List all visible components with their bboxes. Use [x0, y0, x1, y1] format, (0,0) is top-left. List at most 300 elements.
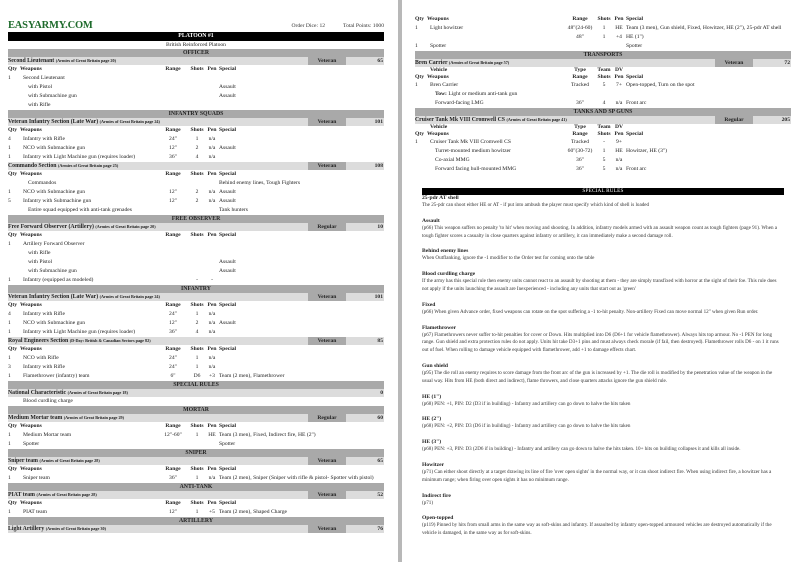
unit-header — [8, 525, 384, 533]
section-header: FREE OBSERVER — [8, 215, 384, 223]
col-special: Special — [219, 302, 237, 308]
special-cell — [625, 156, 791, 165]
special-rule — [422, 248, 784, 263]
unit-name — [8, 162, 308, 170]
unit-header — [8, 118, 384, 126]
weapon-name: Infantry with Light Machine gun (requires loader) — [23, 329, 136, 335]
weapon-row — [8, 431, 384, 440]
unit-points: 60 — [377, 415, 383, 421]
range-cell: 12" — [169, 145, 177, 151]
weapon-cell — [20, 276, 158, 285]
experience-badge: Regular — [715, 116, 753, 124]
weapon-row — [8, 372, 384, 381]
rule-description: (p67) Flamethrowers never suffer to-hit penalties for cover or Down. Hits multiplied into D6 (D6+1 for vehicle flamethrower). Always hits top armour. No -1 PEN for long range. Gun shield and extra protection rules do not apply. Units hit take D3+1 pins and must always check morale (if fail, then destroyed). Flamethrower rolls D6 - on 1 it runs out of fuel. When rolling to damage vehicle equipped with flamethrower, add +1 to damage effects chart. — [422, 331, 779, 354]
unit-name — [8, 118, 308, 126]
col-pen: Pen — [207, 302, 217, 308]
col-range: Range — [165, 232, 181, 238]
special-cell: Spotter — [219, 441, 236, 447]
weapon-row — [8, 92, 384, 101]
col-type: Type — [574, 124, 586, 130]
weapon-row — [8, 240, 384, 249]
unit-book-reference: (Armies of Great Britain page 25) — [57, 163, 119, 168]
weapon-cell — [427, 90, 565, 99]
pen-cell — [206, 101, 218, 110]
col-shots: Shots — [190, 66, 204, 72]
pen-cell — [206, 83, 218, 92]
weapon-row — [8, 508, 384, 517]
weapon-row — [8, 319, 384, 328]
weapon-cell — [20, 328, 158, 337]
column-header-row — [415, 15, 791, 24]
qty-cell: 4 — [8, 136, 11, 142]
col-weapons: Weapons — [20, 127, 42, 133]
col-special: Special — [219, 171, 237, 177]
weapon-row — [8, 197, 384, 206]
unit-title: Medium Mortar team — [8, 415, 63, 421]
range-cell: Tracked — [570, 139, 590, 145]
weapon-cell — [427, 81, 565, 90]
unit-header — [8, 337, 384, 345]
qty-cell — [8, 92, 20, 101]
special-cell — [218, 363, 384, 372]
rule-title: Gun shield — [422, 362, 448, 369]
special-rule — [422, 493, 784, 508]
weapon-cell — [20, 354, 158, 363]
column-header-row — [8, 465, 384, 474]
range-cell — [565, 90, 595, 99]
weapon-name: with Rifle — [28, 102, 51, 108]
unit-points: 205 — [781, 117, 790, 123]
weapon-name: Infantry with Light Machine gun (requires loader) — [23, 154, 136, 160]
pen-cell — [206, 206, 218, 215]
col-qty: Qty — [8, 232, 18, 238]
qty-cell: 1 — [8, 475, 11, 481]
unit-header — [8, 162, 384, 170]
weapon-name: with Pistol — [28, 84, 53, 90]
weapon-name: Infantry with Submachine gun — [23, 198, 92, 204]
experience-badge: Veteran — [308, 525, 346, 533]
qty-cell: 1 — [8, 329, 11, 335]
page-header — [8, 19, 384, 31]
col-vehicle: Vehicle — [430, 67, 448, 73]
col-range: Range — [165, 466, 181, 472]
rule-description: (p95) The die roll an enemy requires to score damage from the front arc of the gun is increased by +1. The die roll is modified by the penetration value of the weapon in the usual way. Hits from HE (both direct and indirect), flame throwers, and close quarters attacks ignore the gun shield rule. — [422, 369, 773, 384]
qty-cell: 1 — [415, 139, 418, 145]
experience-badge: Veteran — [715, 59, 753, 67]
special-cell: Howitzer, HE (3") — [626, 148, 668, 154]
weapon-row — [8, 101, 384, 110]
weapon-name: with Pistol — [28, 259, 53, 265]
shots-cell: - — [196, 277, 198, 283]
weapon-row — [415, 33, 791, 42]
experience-badge: Veteran — [308, 337, 346, 345]
unit-book-reference: (Armies of Great Britain page 20) — [95, 224, 156, 229]
special-cell — [218, 249, 384, 258]
weapon-cell — [20, 206, 158, 215]
unit-points: 10 — [377, 224, 383, 230]
experience-badge: Veteran — [308, 162, 346, 170]
weapon-name: with Submachine gun — [28, 268, 77, 274]
qty-cell — [415, 99, 427, 108]
special-cell — [218, 101, 384, 110]
special-cell: Assault — [219, 198, 236, 204]
column-header-row — [8, 65, 384, 74]
shots-cell: 1 — [602, 148, 606, 154]
section-header: TANKS AND SP GUNS — [415, 108, 791, 116]
pen-cell: n/a — [208, 136, 216, 142]
col-shots: Shots — [190, 423, 204, 429]
qty-cell: 1 — [8, 277, 11, 283]
rule-description: When Outflanking, ignore the -1 modifier to the Order test for coming onto the table — [422, 255, 595, 262]
shots-cell — [188, 92, 206, 101]
section-header: ANTI-TANK — [8, 483, 384, 491]
shots-cell: 1 — [602, 34, 606, 40]
shots-cell: 1 — [195, 364, 199, 370]
shots-cell: 4 — [195, 329, 199, 335]
range-cell: 6" — [170, 373, 176, 379]
weapon-cell — [20, 372, 158, 381]
rule-title: Assault — [422, 217, 440, 224]
unit-points: 108 — [374, 163, 383, 169]
experience-badge: Veteran — [308, 57, 346, 65]
section-header: OFFICER — [8, 49, 384, 57]
pen-cell — [206, 240, 218, 249]
col-dv: DV — [614, 67, 624, 73]
range-cell: 60"(30-72) — [567, 148, 593, 154]
col-shots: Shots — [190, 232, 204, 238]
col-pen: Pen — [207, 346, 217, 352]
qty-cell — [8, 101, 20, 110]
col-type: Type — [574, 67, 586, 73]
col-qty: Qty — [415, 131, 425, 137]
col-special: Special — [219, 466, 237, 472]
qty-cell: 1 — [8, 509, 11, 515]
weapon-row — [415, 90, 791, 99]
weapon-name: Medium Mortar team — [23, 432, 72, 438]
weapon-cell — [20, 319, 158, 328]
qty-cell: 1 — [8, 75, 11, 81]
unit-title: Bren Carrier — [415, 60, 448, 66]
tow-label: Tow: — [435, 91, 447, 97]
weapon-row — [8, 179, 384, 188]
range-cell — [158, 74, 188, 83]
range-cell: 24" — [169, 364, 177, 370]
col-vehicle: Vehicle — [430, 124, 448, 130]
col-pen: Pen — [207, 466, 217, 472]
section-header: ARTILLERY — [8, 517, 384, 525]
weapon-cell — [427, 24, 565, 33]
col-shots: Shots — [597, 131, 611, 137]
unit-book-reference: (Armies of Great Britain page 24) — [99, 294, 160, 299]
shots-cell: D6 — [193, 373, 201, 379]
qty-cell — [8, 258, 20, 267]
special-cell — [625, 138, 791, 147]
unit-book-reference: (Armies of Great Britain page 28) — [36, 492, 97, 497]
weapon-row — [8, 328, 384, 337]
special-rule — [422, 439, 784, 454]
range-cell — [158, 258, 188, 267]
pen-cell — [206, 440, 218, 449]
weapon-name: Infantry with Rifle — [23, 136, 65, 142]
qty-cell: 1 — [8, 154, 11, 160]
special-rule — [422, 416, 784, 431]
pen-cell: n/a — [208, 329, 216, 335]
range-cell: 36" — [576, 157, 584, 163]
qty-cell: 1 — [415, 25, 418, 31]
special-rule — [422, 462, 784, 485]
col-range: Range — [165, 423, 181, 429]
range-cell: 12" — [169, 189, 177, 195]
range-cell: 12" — [169, 509, 177, 515]
weapon-name: Light or medium anti-tank gun — [448, 91, 518, 97]
weapon-name: Spotter — [23, 441, 40, 447]
shots-cell: 2 — [195, 198, 199, 204]
qty-cell: 1 — [415, 82, 418, 88]
col-special: Special — [219, 232, 237, 238]
col-pen: Pen — [207, 232, 217, 238]
special-cell: Assault — [219, 259, 236, 265]
rule-title: Open-topped — [422, 515, 454, 522]
range-cell: 48" — [576, 34, 584, 40]
special-cell: Assault — [219, 93, 236, 99]
col-weapons: Weapons — [20, 302, 42, 308]
special-cell: Open-topped, Turn on the spot — [626, 82, 695, 88]
range-cell: 36" — [576, 100, 584, 106]
section-header: MORTAR — [8, 406, 384, 414]
shots-cell — [188, 249, 206, 258]
weapon-cell — [427, 42, 565, 51]
qty-cell: 1 — [8, 373, 11, 379]
range-cell: 12" — [169, 320, 177, 326]
column-header-row — [8, 499, 384, 508]
special-cell: Assault — [219, 145, 236, 151]
pen-cell — [613, 90, 625, 99]
pen-cell — [206, 249, 218, 258]
weapon-row — [8, 249, 384, 258]
col-team: Team — [597, 124, 611, 130]
unit-header — [8, 293, 384, 301]
experience-badge: Regular — [308, 223, 346, 231]
rule-title: Howitzer — [422, 461, 445, 468]
rule-description: (p71) Can either shoot directly at a target drawing its line of fire 'over open sights' in the normal way, or it can shoot indirect fire. When using indirect fire, a howitzer has a minimum range; when firing over open sights it has no minimum range. — [422, 468, 772, 483]
unit-points: 101 — [374, 119, 383, 125]
platoon-subtitle: British Reinforced Platoon — [166, 42, 226, 48]
qty-cell — [415, 165, 427, 174]
special-rule — [422, 394, 784, 409]
weapon-cell — [20, 92, 158, 101]
weapon-name: Infantry (equipped as modeled) — [23, 277, 94, 283]
pen-cell: n/a — [208, 320, 216, 326]
unit-title: Cruiser Tank Mk VIII Cromwell CS — [415, 117, 506, 123]
pen-cell: n/a — [208, 475, 216, 481]
section-header: INFANTRY SQUADS — [8, 110, 384, 118]
range-cell — [158, 276, 188, 285]
col-weapons: Weapons — [20, 466, 42, 472]
col-special: Special — [219, 423, 237, 429]
range-cell: 24" — [169, 136, 177, 142]
col-weapons: Weapons — [427, 74, 449, 80]
army-list-left — [8, 49, 384, 533]
col-qty: Qty — [8, 500, 18, 506]
weapon-name: Commandos — [28, 180, 57, 186]
pen-cell: HE — [615, 148, 623, 154]
easyarmy-logo[interactable]: EASYARMY.COM — [8, 19, 93, 31]
blank-cell — [415, 67, 427, 74]
col-shots: Shots — [190, 346, 204, 352]
weapon-name: Infantry with Rifle — [23, 311, 65, 317]
unit-book-reference: (Armies of Great Britain page 28) — [39, 458, 100, 463]
weapon-row — [415, 81, 791, 90]
experience-badge: Veteran — [308, 118, 346, 126]
col-special: Special — [219, 127, 237, 133]
special-cell: Assault — [219, 84, 236, 90]
blank-cell — [8, 397, 20, 406]
unit-title: National Characteristic — [8, 390, 67, 396]
weapon-row — [8, 206, 384, 215]
col-qty: Qty — [8, 171, 18, 177]
shots-cell — [188, 240, 206, 249]
weapon-cell — [20, 135, 158, 144]
special-cell: Team (2 men), Sniper (Sniper with rifle & pistol- Spotter with pistol) — [219, 475, 374, 481]
weapon-name: NCO with Submachine gun — [23, 320, 85, 326]
pen-cell — [206, 258, 218, 267]
unit-points: 0 — [380, 390, 383, 396]
range-cell: 24" — [169, 355, 177, 361]
col-dv: DV — [614, 124, 624, 130]
weapon-name: NCO with Rifle — [23, 355, 59, 361]
rule-title: Fixed — [422, 301, 436, 308]
unit-points: 65 — [377, 458, 383, 464]
col-qty: Qty — [415, 16, 425, 22]
col-special: Special — [626, 16, 644, 22]
range-cell: 36" — [169, 475, 177, 481]
col-weapons: Weapons — [20, 423, 42, 429]
special-cell: Front arc — [626, 166, 647, 172]
unit-header — [8, 389, 384, 397]
unit-header — [415, 116, 791, 124]
section-header: SPECIAL RULES — [8, 381, 384, 389]
unit-title: PIAT team — [8, 492, 35, 498]
qty-cell — [415, 147, 427, 156]
weapon-name: Flamethrower (infantry) team — [23, 373, 90, 379]
range-cell — [158, 249, 188, 258]
pen-cell: HE — [208, 432, 216, 438]
unit-title: Second Lieutenant — [8, 58, 55, 64]
col-team: Team — [597, 67, 611, 73]
col-weapons: Weapons — [20, 171, 42, 177]
special-rule — [422, 218, 784, 241]
weapon-name: Artillery Forward Observer — [23, 241, 85, 247]
weapon-cell — [20, 101, 158, 110]
shots-cell: 1 — [195, 509, 199, 515]
col-weapons: Weapons — [20, 232, 42, 238]
unit-points: 72 — [784, 60, 790, 66]
unit-name — [415, 116, 715, 124]
shots-cell: 5 — [602, 157, 606, 163]
pen-cell: n/a — [208, 154, 216, 160]
weapon-cell — [20, 249, 158, 258]
qty-cell: 1 — [8, 145, 11, 151]
unit-book-reference: (Armies of Great Britain page 24) — [99, 119, 160, 124]
weapon-name: Entire squad equipped with anti-tank grenades — [28, 207, 132, 213]
rule-description: (p71) — [422, 499, 434, 506]
pen-cell: 9+ — [616, 139, 622, 145]
unit-name — [8, 293, 308, 301]
col-pen: Pen — [207, 500, 217, 506]
special-cell — [218, 135, 384, 144]
qty-cell: 1 — [8, 189, 11, 195]
pen-cell: n/a — [208, 189, 216, 195]
weapon-cell — [427, 138, 565, 147]
column-header-row — [8, 422, 384, 431]
unit-points: 52 — [377, 492, 383, 498]
special-cell — [218, 328, 384, 337]
unit-book-reference: (Armies of Great Britain page 41) — [506, 117, 567, 122]
special-cell: Team (3 men), Fixed, Indirect fire, HE (2") — [219, 432, 316, 438]
weapon-row — [415, 99, 791, 108]
col-special: Special — [219, 346, 237, 352]
col-special: Special — [219, 500, 237, 506]
col-range: Range — [165, 171, 181, 177]
col-qty: Qty — [8, 466, 18, 472]
unit-title: Veteran Infantry Section (Late War) — [8, 294, 99, 300]
rule-description: (p119) Pinned by hits from small arms in the same way as soft-skins and infantry. If assaulted by infantry open-topped armoured vehicles are destroyed automatically if the vehicle is damaged, in the same way as for soft-skins. — [422, 522, 772, 537]
unit-title: Sniper team — [8, 458, 39, 464]
unit-header — [8, 457, 384, 465]
shots-cell: 2 — [195, 320, 199, 326]
col-range: Range — [165, 346, 181, 352]
weapon-cell — [20, 258, 158, 267]
shots-cell: 4 — [602, 100, 606, 106]
unit-book-reference: (Armies of Great Britain page 29) — [63, 415, 125, 420]
weapon-row — [415, 165, 791, 174]
pen-cell: n/a — [208, 355, 216, 361]
qty-cell — [415, 33, 427, 42]
weapon-name: Cruiser Tank Mk VIII Cromwell CS — [430, 139, 511, 145]
range-cell: Tracked — [570, 82, 590, 88]
unit-name — [8, 491, 308, 499]
col-qty: Qty — [8, 66, 18, 72]
rule-description: (p68) PEN: +3, PIN: D3 (2D6 if in building) - Infantry and artillery can go down to halve the hits taken. 10+ hits on building collapses it and kills all inside. — [422, 446, 741, 453]
column-header-row — [415, 74, 791, 81]
pen-cell: 7+ — [616, 82, 622, 88]
pen-cell: HE — [615, 25, 623, 31]
pen-cell: n/a — [615, 100, 623, 106]
unit-title: Free Forward Observer (Artillery) — [8, 224, 94, 230]
shots-cell — [188, 101, 206, 110]
range-cell — [158, 179, 188, 188]
pen-cell: +4 — [616, 34, 622, 40]
weapon-cell — [20, 74, 158, 83]
range-cell — [158, 92, 188, 101]
shots-cell — [188, 258, 206, 267]
col-shots: Shots — [190, 500, 204, 506]
national-characteristic-text — [8, 397, 384, 406]
weapon-row — [8, 153, 384, 162]
weapon-row — [8, 310, 384, 319]
unit-title: Commando Section — [8, 163, 57, 169]
qty-cell — [8, 267, 20, 276]
rule-name: Blood curdling charge — [23, 398, 73, 404]
rule-title: Flamethrower — [422, 324, 457, 331]
weapon-cell — [20, 83, 158, 92]
qty-cell — [8, 249, 20, 258]
col-pen: Pen — [614, 74, 624, 80]
shots-cell: 2 — [195, 145, 199, 151]
qty-cell: 5 — [8, 198, 11, 204]
qty-cell: 1 — [415, 43, 418, 49]
rule-description: (p68) PEN: +1, PIN: D2 (D3 if in building) - Infantry and artillery can go down to halve the hits taken — [422, 400, 631, 407]
